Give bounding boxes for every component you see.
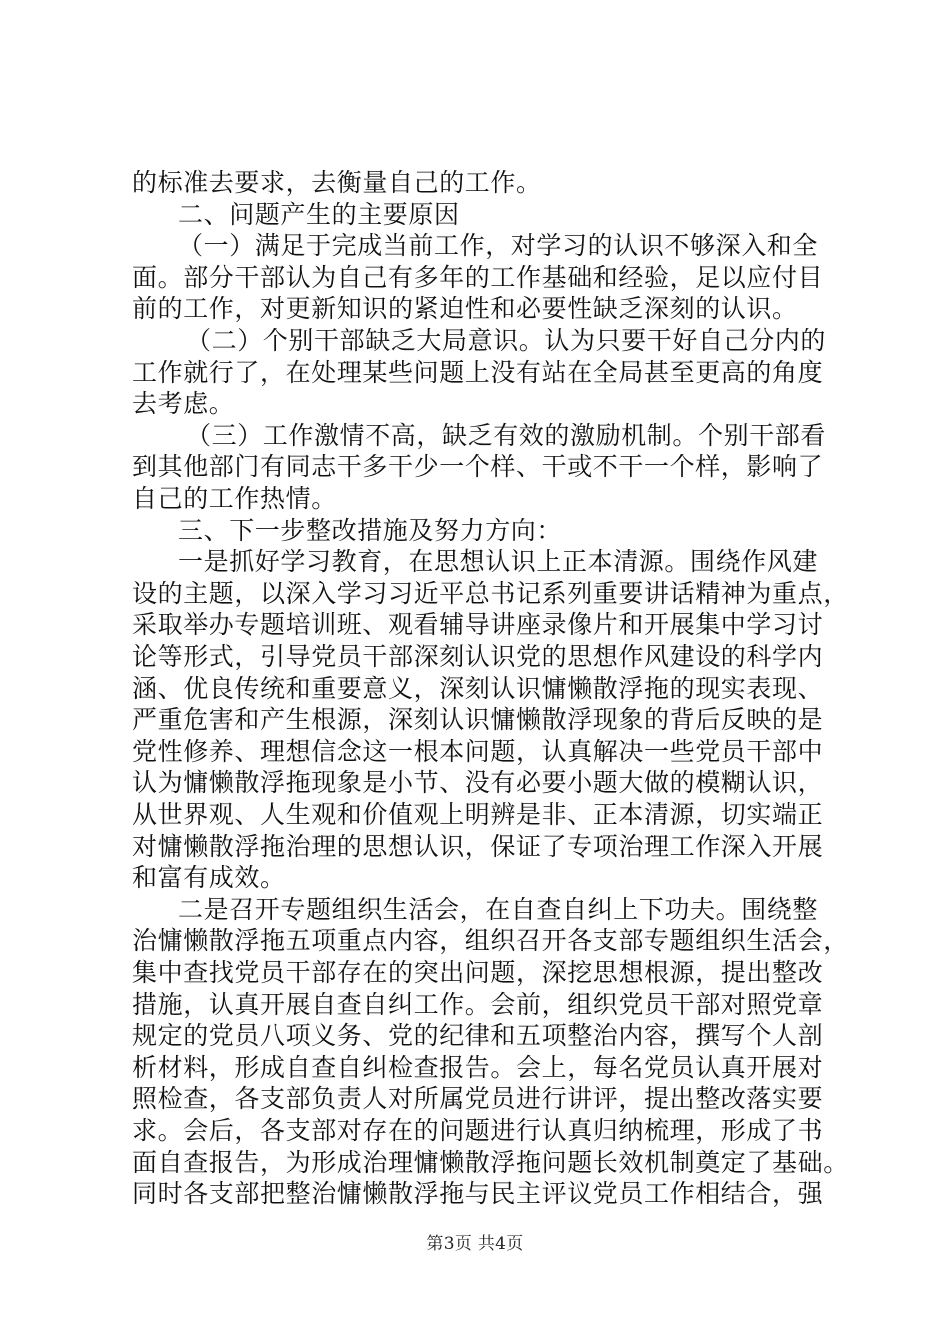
text-line: 规定的党员八项义务、党的纪律和五项整治内容，撰写个人剖 [132,1021,824,1051]
text-line: 前的工作，对更新知识的紧迫性和必要性缺乏深刻的认识。 [132,294,798,324]
text-line: 同时各支部把整治慵懒散浮拖与民主评议党员工作相结合，强 [132,1179,824,1209]
page-footer: 第3页 共4页 [426,1234,524,1254]
text-line: 对慵懒散浮拖治理的思想认识，保证了专项治理工作深入开展 [132,831,824,861]
text-line: 自己的工作热情。 [132,484,337,513]
text-line: 治慵懒散浮拖五项重点内容，组织召开各支部专题组织生活会， [132,926,849,956]
text-line: 和富有成效。 [132,863,286,893]
text-line: 措施，认真开展自查自纠工作。会前，组织党员干部对照党章 [132,989,824,1019]
text-line: 二、问题产生的主要原因 [178,199,460,229]
text-line: 到其他部门有同志干多干少一个样、干或不干一个样，影响了 [132,452,824,482]
text-line: 的标准去要求，去衡量自己的工作。 [132,168,542,197]
text-line: 去考虑。 [132,389,235,419]
text-line: 一是抓好学习教育，在思想认识上正本清源。围绕作风建 [178,547,819,577]
text-line: 面。部分干部认为自己有多年的工作基础和经验，足以应付目 [132,262,824,292]
text-line: 析材料，形成自查自纠检查报告。会上，每名党员认真开展对 [132,1052,824,1082]
text-line: 论等形式，引导党员干部深刻认识党的思想作风建设的科学内 [132,642,824,671]
text-line: 照检查，各支部负责人对所属党员进行讲评，提出整改落实要 [132,1084,824,1114]
text-line: （一）满足于完成当前工作，对学习的认识不够深入和全 [178,231,819,261]
text-line: 采取举办专题培训班、观看辅导讲座录像片和开展集中学习讨 [132,610,824,640]
text-line: 面自查报告，为形成治理慵懒散浮拖问题长效机制奠定了基础。 [132,1147,849,1177]
text-line: 求。会后，各支部对存在的问题进行认真归纳梳理，形成了书 [132,1116,824,1145]
text-line: 集中查找党员干部存在的突出问题，深挖思想根源，提出整改 [132,958,824,987]
text-line: 三、下一步整改措施及努力方向： [178,515,563,545]
text-line: 从世界观、人生观和价值观上明辨是非、正本清源，切实端正 [132,800,824,829]
text-line: 设的主题，以深入学习习近平总书记系列重要讲话精神为重点， [132,578,849,608]
text-line: 认为慵懒散浮拖现象是小节、没有必要小题大做的模糊认识， [132,768,824,798]
text-line: 工作就行了，在处理某些问题上没有站在全局甚至更高的角度 [132,357,824,387]
text-line: （二）个别干部缺乏大局意识。认为只要干好自己分内的 [186,326,827,355]
text-line: （三）工作激情不高，缺乏有效的激励机制。个别干部看 [186,420,827,450]
text-line: 严重危害和产生根源，深刻认识慵懒散浮现象的背后反映的是 [132,705,824,735]
text-line: 党性修养、理想信念这一根本问题，认真解决一些党员干部中 [132,736,824,766]
text-line: 涵、优良传统和重要意义，深刻认识慵懒散浮拖的现实表现、 [132,673,824,703]
text-line: 二是召开专题组织生活会，在自查自纠上下功夫。围绕整 [178,894,819,924]
